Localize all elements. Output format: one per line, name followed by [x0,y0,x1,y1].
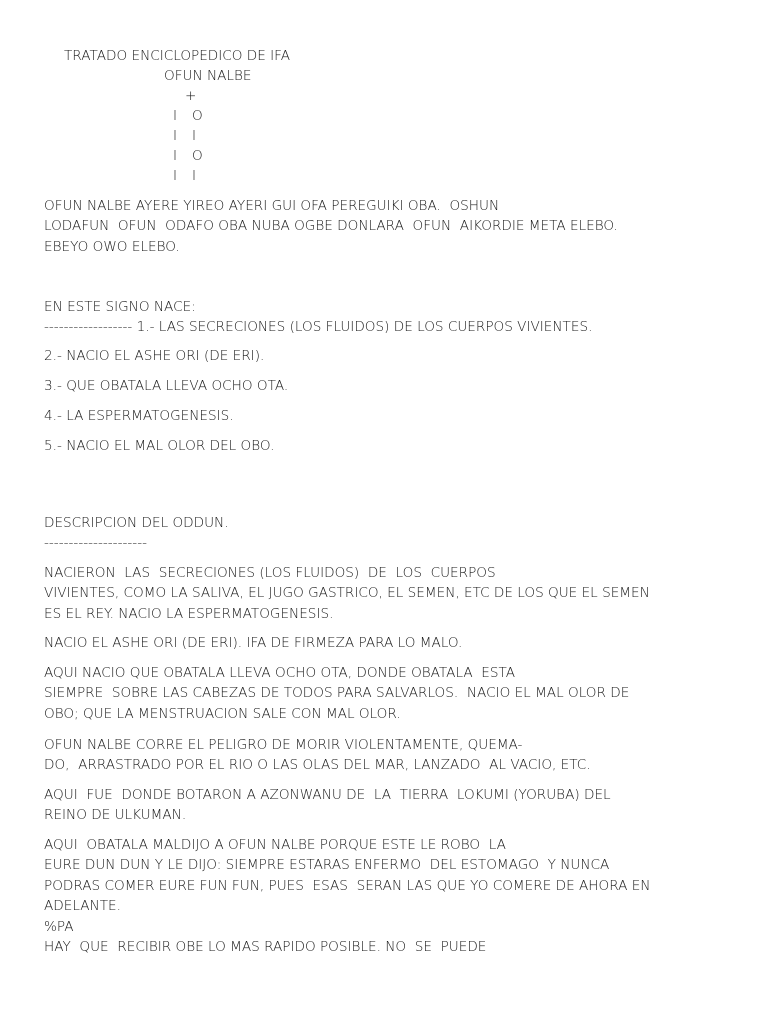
sign-name: OFUN NALBE [164,68,252,84]
description-paragraph [44,633,734,653]
text-line: SIEMPRE SOBRE LAS CABEZAS DE TODOS PARA SALVARLOS. NACIO EL MAL OLOR DE [44,685,630,702]
text-line: OBO; QUE LA MENSTRUACION SALE CON MAL OLOR. [44,705,401,722]
text-line: OFUN NALBE CORRE EL PELIGRO DE MORIR VIOLENTAMENTE, QUEMA- [44,737,523,753]
text-line: AQUI FUE DONDE BOTARON A AZONWANU DE LA TIERRA LOKUMI (YORUBA) DEL [44,787,611,803]
section-heading: EN ESTE SIGNO NACE: [44,299,196,315]
text-line: ES EL REY. NACIO LA ESPERMATOGENESIS. [44,605,334,622]
text-line: HAY QUE RECIBIR OBE LO MAS RAPIDO POSIBLE. NO SE PUEDE [44,939,487,956]
text-line: ADELANTE. [44,898,121,915]
section-rule: --------------------- [44,535,148,551]
sign-mark-left: I [173,148,178,164]
sign-plus: + [185,88,197,104]
list-item: 3.- QUE OBATALA LLEVA OCHO OTA. [44,378,289,394]
sign-mark-left: I [173,168,178,184]
list-item: ------------------ 1.- LAS SECRECIONES (LOS FLUIDOS) DE LOS CUERPOS VIVIENTES. [44,319,593,335]
sign-mark-right: O [192,148,203,164]
section-heading: DESCRIPCION DEL ODDUN. [44,515,229,531]
description-paragraph [44,563,734,624]
text-line: AQUI OBATALA MALDIJO A OFUN NALBE PORQUE ESTE LE ROBO LA [44,837,506,853]
text-line: DO, ARRASTRADO POR EL RIO O LAS OLAS DEL MAR, LANZADO AL VACIO, ETC. [44,757,591,774]
description-paragraph [44,785,734,826]
list-item: 4.- LA ESPERMATOGENESIS. [44,408,234,424]
sign-mark-left: I [173,128,178,144]
text-line: EBEYO OWO ELEBO. [44,238,180,255]
text-line: NACIERON LAS SECRECIONES (LOS FLUIDOS) DE LOS CUERPOS [44,565,496,581]
text-line: NACIO EL ASHE ORI (DE ERI). IFA DE FIRMEZA PARA LO MALO. [44,635,463,651]
sign-mark-left: I [173,108,178,124]
sign-mark-right: I [192,128,197,144]
text-line: REINO DE ULKUMAN. [44,807,187,824]
sign-mark-right: O [192,108,203,124]
text-line: OFUN NALBE AYERE YIREO AYERI GUI OFA PEREGUIKI OBA. OSHUN [44,198,500,214]
list-item: 5.- NACIO EL MAL OLOR DEL OBO. [44,438,275,454]
list-item: 2.- NACIO EL ASHE ORI (DE ERI). [44,348,265,364]
description-paragraph [44,663,734,724]
text-line: LODAFUN OFUN ODAFO OBA NUBA OGBE DONLARA OFUN AIKORDIE META ELEBO. [44,218,618,235]
text-line: PODRAS COMER EURE FUN FUN, PUES ESAS SERAN LAS QUE YO COMERE DE AHORA EN [44,877,651,894]
text-line: AQUI NACIO QUE OBATALA LLEVA OCHO OTA, DONDE OBATALA ESTA [44,665,516,681]
document-title: TRATADO ENCICLOPEDICO DE IFA [64,48,291,64]
description-paragraph [44,835,734,957]
text-line: VIVIENTES, COMO LA SALIVA, EL JUGO GASTRICO, EL SEMEN, ETC DE LOS QUE EL SEMEN [44,585,650,602]
sign-mark-right: I [192,168,197,184]
intro-paragraph [44,196,734,257]
description-paragraph [44,735,734,776]
text-line: %PA [44,918,74,935]
text-line: EURE DUN DUN Y LE DIJO: SIEMPRE ESTARAS ENFERMO DEL ESTOMAGO Y NUNCA [44,857,610,874]
